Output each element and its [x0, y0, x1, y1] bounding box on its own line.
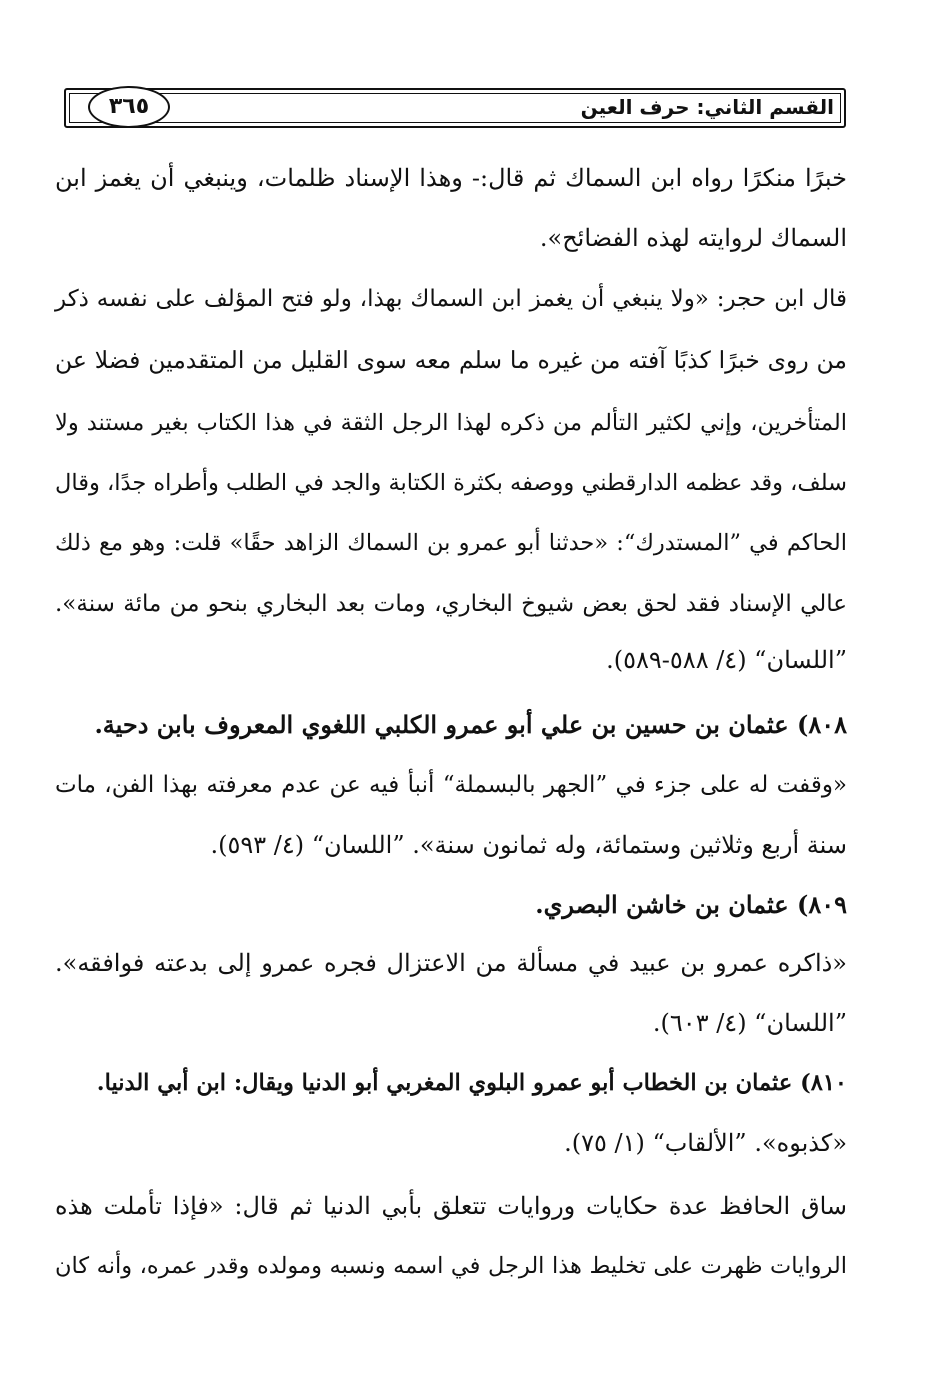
text-line: ساق الحافظ عدة حكايات وروايات تتعلق بأبي الدنيا ثم قال: «فإذا تأملت هذه [55, 1192, 847, 1220]
text-line: المتأخرين، وإني لكثير التألم من ذكره لهذا الرجل الثقة في هذا الكتاب بغير مستند ولا [55, 410, 847, 436]
text-line: خبرًا منكرًا رواه ابن السماك ثم قال:- وهذا الإسناد ظلمات، وينبغي أن يغمز ابن [55, 164, 847, 192]
entry-heading-809: ٨٠٩) عثمان بن خاشن البصري. [535, 890, 847, 919]
text-line: «كذبوه». ”الألقاب“ (١/ ٧٥). [564, 1129, 847, 1157]
citation-line: ”اللسان“ (٤/ ٦٠٣). [652, 1009, 847, 1037]
running-header [64, 88, 846, 128]
text-line: السماك لروايته لهذه الفضائح». [539, 224, 847, 252]
text-line: «ذاكره عمرو بن عبيد في مسألة من الاعتزال فجره عمرو إلى بدعته فوافقه». [55, 949, 847, 977]
text-line: سلف، وقد عظمه الدارقطني ووصفه بكثرة الكتابة والجد في الطلب وأطراه جدًا، وقال [55, 470, 847, 496]
page-number: ٣٦٥ [88, 86, 170, 128]
text-line: سنة أربع وثلاثين وستمائة، وله ثمانون سنة». ”اللسان“ (٤/ ٥٩٣). [210, 831, 847, 859]
entry-heading-808: ٨٠٨) عثمان بن حسين بن علي أبو عمرو الكلبي اللغوي المعروف بابن دحية. [94, 710, 847, 739]
entry-heading-810: ٨١٠) عثمان بن الخطاب أبو عمرو البلوي المغربي أبو الدنيا ويقال: ابن أبي الدنيا. [96, 1070, 847, 1096]
text-line: من روى خبرًا كذبًا آفته من غيره ما سلم معه سوى القليل من المتقدمين فضلا عن [55, 346, 847, 374]
text-line: الحاكم في ”المستدرك“: «حدثنا أبو عمرو بن السماك الزاهد حقًا» قلت: وهو مع ذلك [55, 530, 847, 556]
text-line: عالي الإسناد فقد لحق بعض شيوخ البخاري، ومات بعد البخاري بنحو من مائة سنة». [55, 591, 847, 617]
text-line: قال ابن حجر: «ولا ينبغي أن يغمز ابن السماك بهذا، ولو فتح المؤلف على نفسه ذكر [55, 286, 847, 312]
text-line: «وقفت له على جزء في ”الجهر بالبسملة“ أنبأ فيه عن عدم معرفته بهذا الفن، مات [55, 772, 847, 798]
text-line: الروايات ظهرت على تخليط هذا الرجل في اسمه ونسبه ومولده وقدر عمره، وأنه كان [55, 1253, 847, 1279]
header-title: القسم الثاني: حرف العين [580, 95, 834, 119]
citation-line: ”اللسان“ (٤/ ٥٨٨-٥٨٩). [606, 646, 847, 674]
